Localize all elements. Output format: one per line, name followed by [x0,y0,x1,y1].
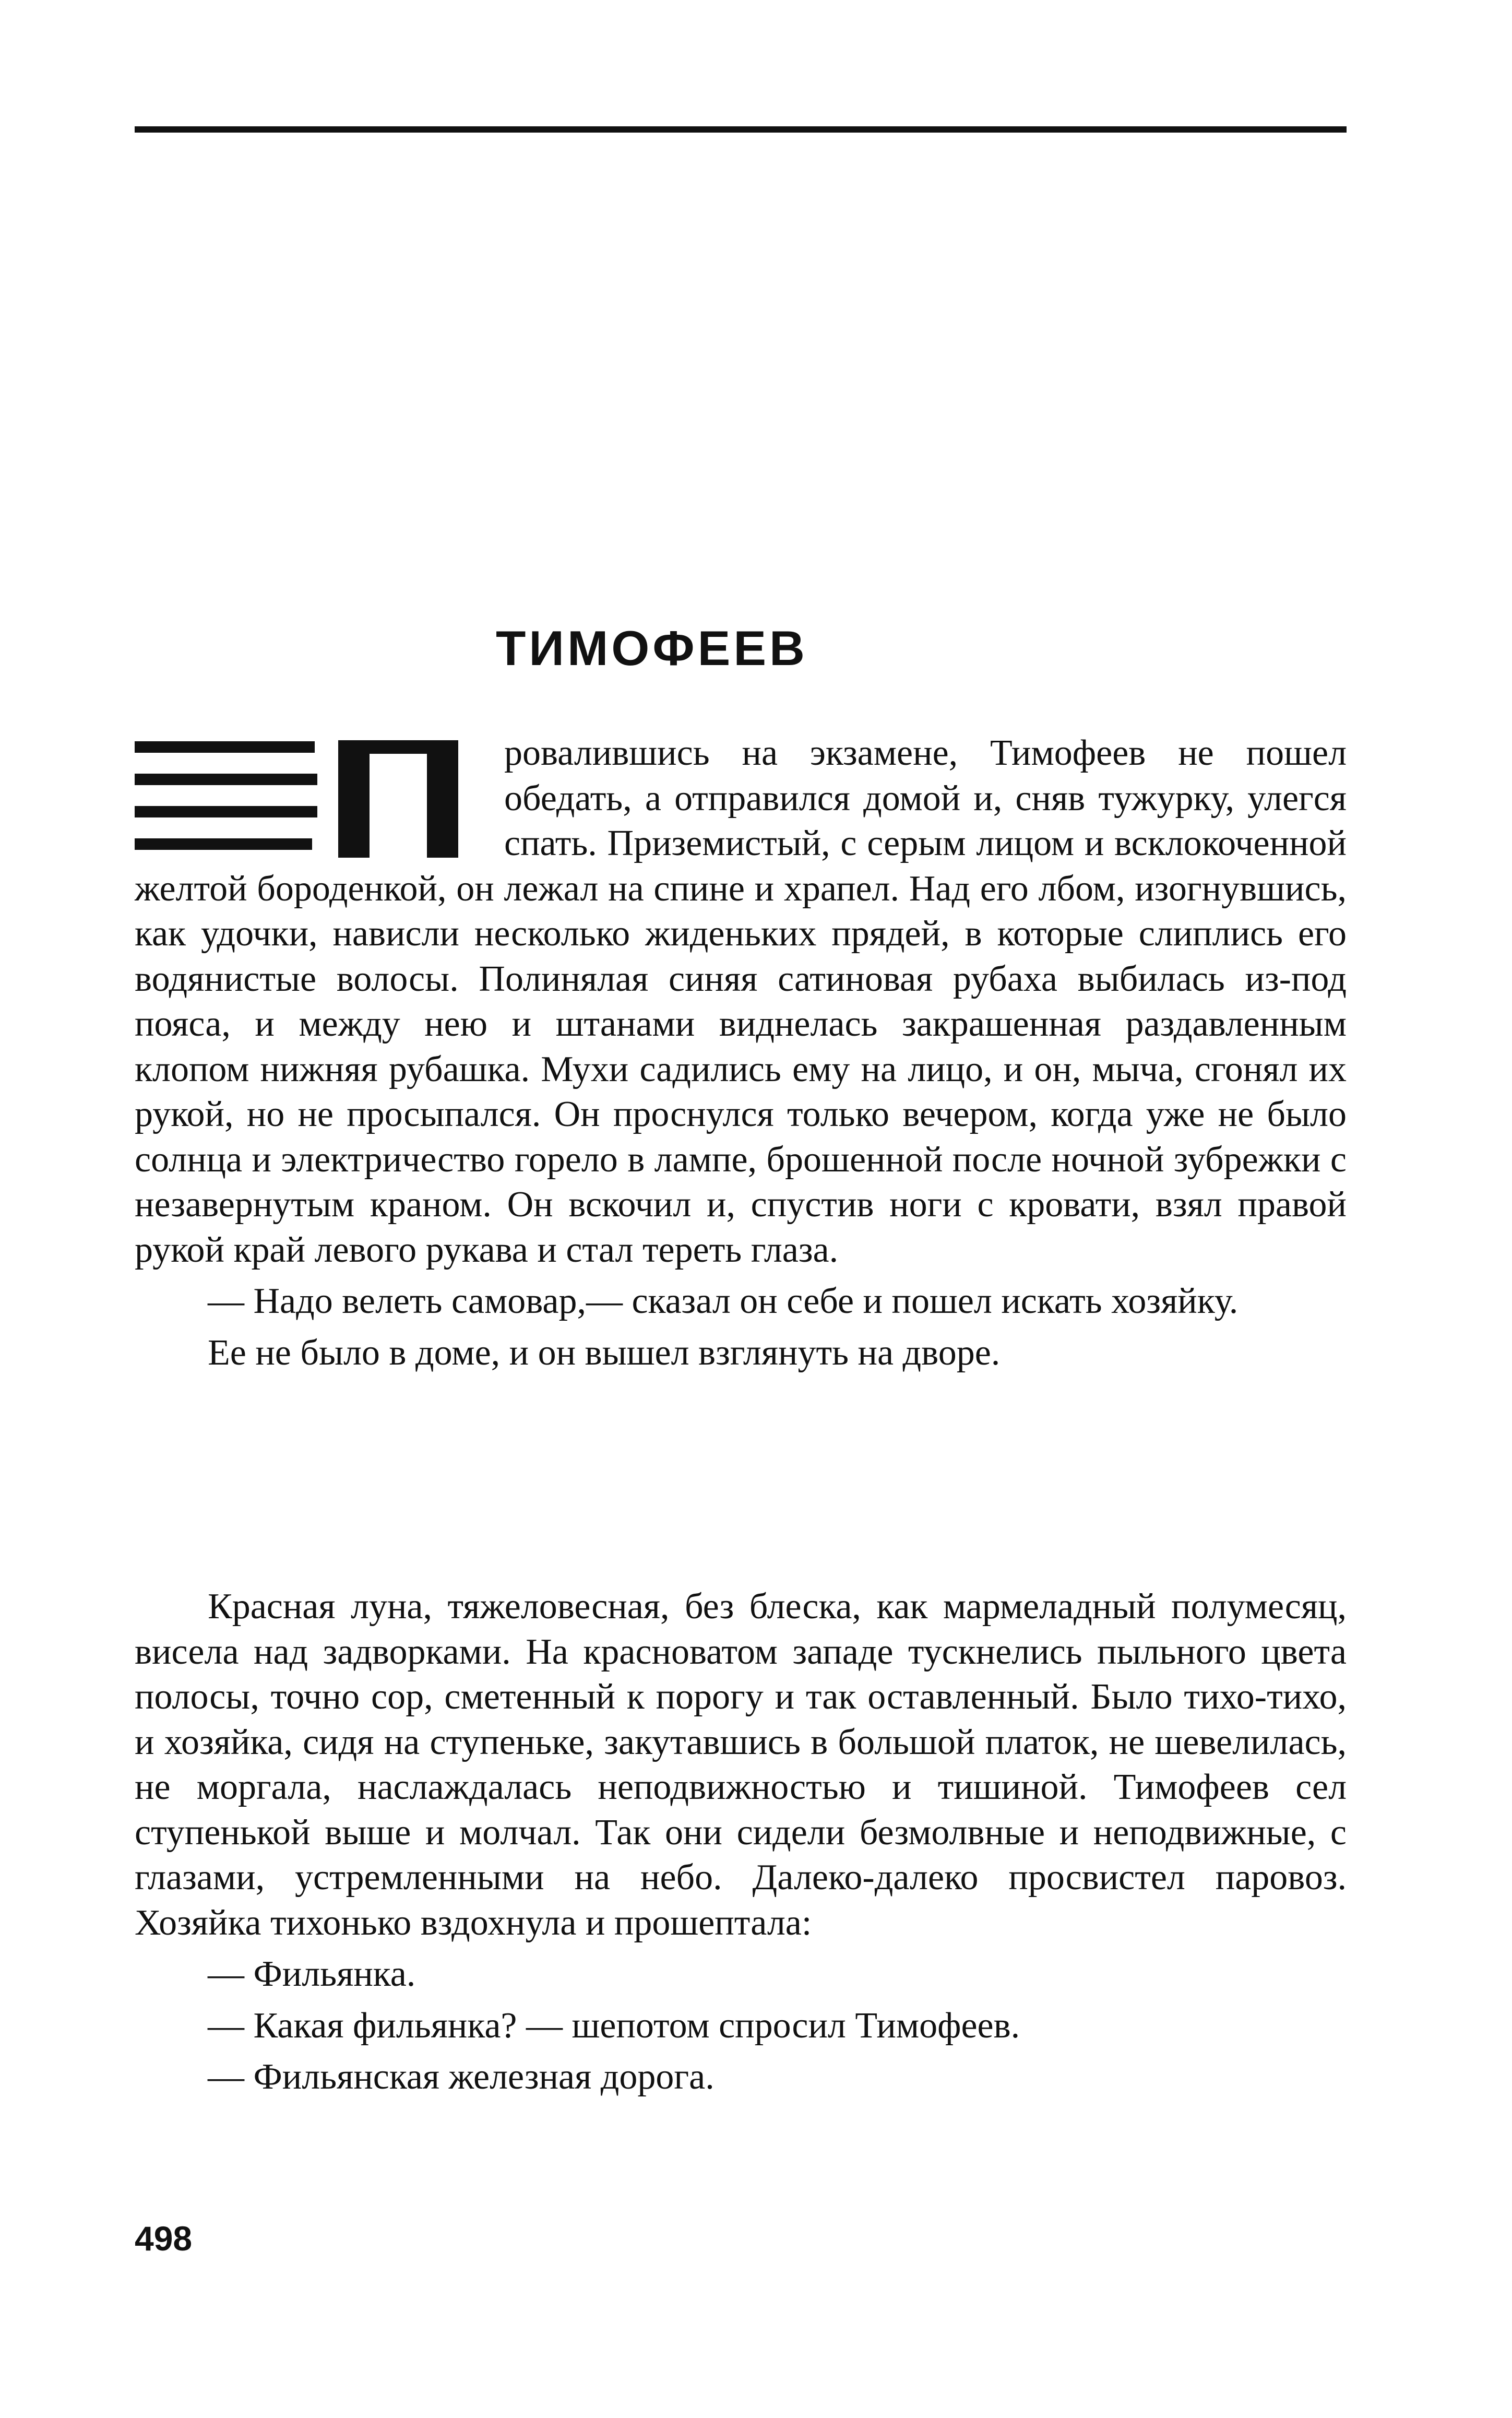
paragraph-1 [135,731,1347,1273]
paragraph-5: — Фильянка. [208,1954,416,1994]
paragraph-4: Красная луна, тяжеловесная, без блеска, как мармеладный полумесяц, висела над задворками. На красноватом западе тускнелись пыльного цвета полосы, точно сор, сметенный к порогу и так оставленный. Было тихо-тихо, и хозяйка, сидя на ступеньке, закутавшись в большой платок, не шевелилась, не моргала, наслаждалась неподвижностью и тишиной. Тимофеев сел ступенькой выше и молчал. Так они сидели безмолвные и неподвижные, с глазами, устремленными на небо. Далеко-далеко просвистел паровоз. Хозяйка тихонько вздохнула и прошептала: [135,1586,1347,1943]
drop-cap-ornament [135,731,495,861]
page-number: 498 [135,2219,193,2258]
decorative-line [135,806,317,817]
decorative-line [135,774,317,785]
decorative-lines [135,741,317,856]
top-rule [135,126,1347,133]
paragraph-6: — Какая фильянка? — шепотом спросил Тимофеев. [208,2005,1020,2046]
chapter-title: ТИМОФЕЕВ [496,621,808,675]
paragraph-7: — Фильянская железная дорога. [208,2057,715,2097]
text-section-1 [135,731,1347,1376]
drop-cap-char [338,740,458,858]
paragraph-1-text: ровалившись на экзамене, Тимофеев не пошел обедать, а отправился домой и, сняв тужурку, улегся спать. Приземистый, с серым лицом и всклокоченной желтой бороденкой, он лежал на спине и храпел. Над его лбом, изогнувшись, как удочки, нависли несколько жиденьких прядей, в которые слиплись его водянистые волосы. Полинялая синяя сатиновая рубаха выбилась из-под пояса, и между нею и штанами виднелась закрашенная раздавленным клопом нижняя рубашка. Мухи садились ему на лицо, и он, мыча, сгонял их рукой, но не просыпался. Он проснулся только вечером, когда уже не было солнца и электричество горело в лампе, брошенной после ночной зубрежки с незавернутым краном. Он вскочил и, спустив ноги с кровати, взял правой рукой край левого рукава и стал тереть глаза. [135,733,1347,1270]
text-section-2 [135,1584,1347,2100]
drop-cap-letter [338,740,458,858]
decorative-line [135,838,312,850]
paragraph-2: — Надо велеть самовар,— сказал он себе и пошел искать хозяйку. [208,1281,1239,1321]
decorative-line [135,741,315,753]
paragraph-3: Ее не было в доме, и он вышел взглянуть на дворе. [208,1332,1001,1373]
